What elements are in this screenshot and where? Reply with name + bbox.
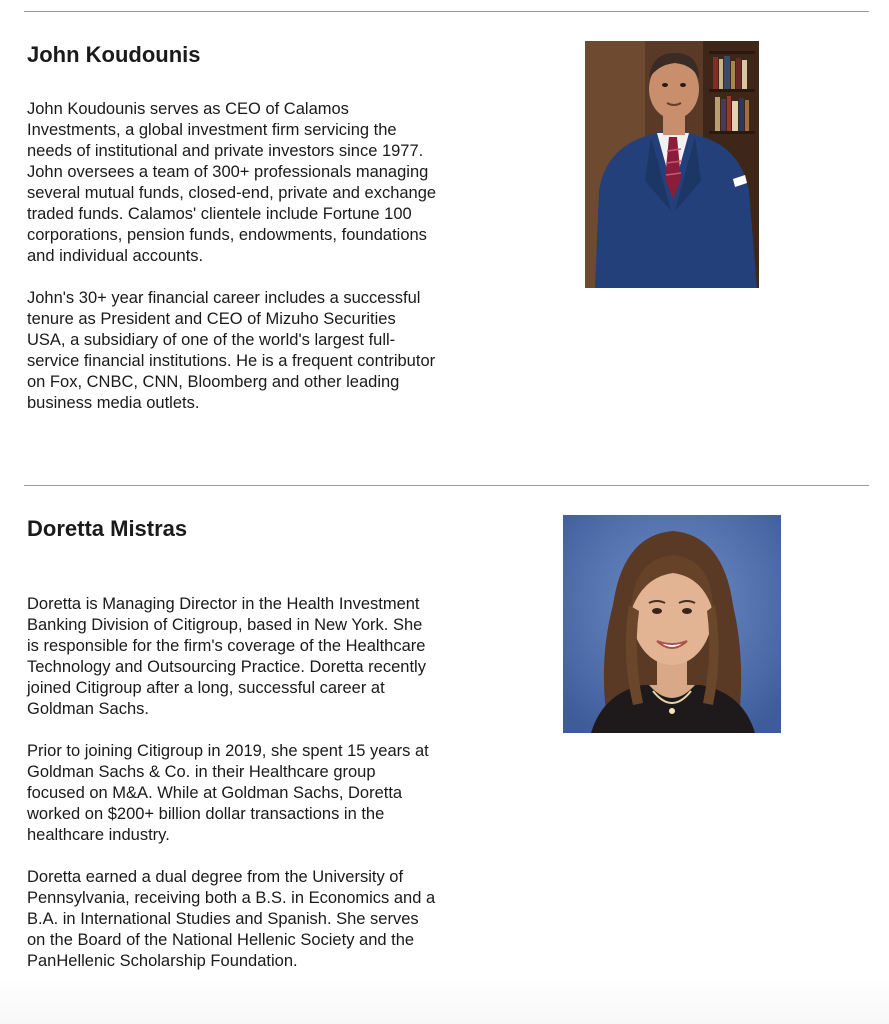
bio-paragraph: Doretta is Managing Director in the Health Investment Banking Division of Citigroup, based in New York. She is responsible for the firm's coverage of the Healthcare Technology and Outsourcing Practice. Doretta recently joined Citigroup after a long, successful career at Goldman Sachs.	[27, 595, 426, 718]
bottom-fade	[0, 976, 889, 1024]
bio-paragraph: Prior to joining Citigroup in 2019, she spent 15 years at Goldman Sachs & Co. in their Healthcare group focused on M&A. While at Goldman Sachs, Doretta worked on $200+ billion dollar transactions in the healthcare industry.	[27, 742, 429, 844]
bio-paragraph: John Koudounis serves as CEO of Calamos Investments, a global investment firm servicing the needs of institutional and private investors since 1977. John oversees a team of 300+ professionals managing several mutual funds, closed-end, private and exchange traded funds. Calamos' clientele include Fortune 100 corporations, pension funds, endowments, foundations and individual accounts.	[27, 100, 437, 265]
profile-name: Doretta Mistras	[27, 516, 188, 541]
profile-bio	[27, 594, 437, 972]
section-divider	[24, 11, 869, 12]
profile-bio	[27, 99, 437, 414]
profile-name: John Koudounis	[27, 42, 201, 67]
bio-paragraph: Doretta earned a dual degree from the University of Pennsylvania, receiving both a B.S. in Economics and a B.A. in International Studies and Spanish. She serves on the Board of the National Hellenic Society and the PanHellenic Scholarship Foundation.	[27, 868, 436, 970]
profile-photo	[585, 41, 759, 288]
profile-photo	[563, 515, 781, 733]
section-divider	[24, 485, 869, 486]
bio-paragraph: John's 30+ year financial career includes a successful tenure as President and CEO of Mizuho Securities USA, a subsidiary of one of the world's largest full-service financial institutions. He is a frequent contributor on Fox, CNBC, CNN, Bloomberg and other leading business media outlets.	[27, 289, 436, 412]
